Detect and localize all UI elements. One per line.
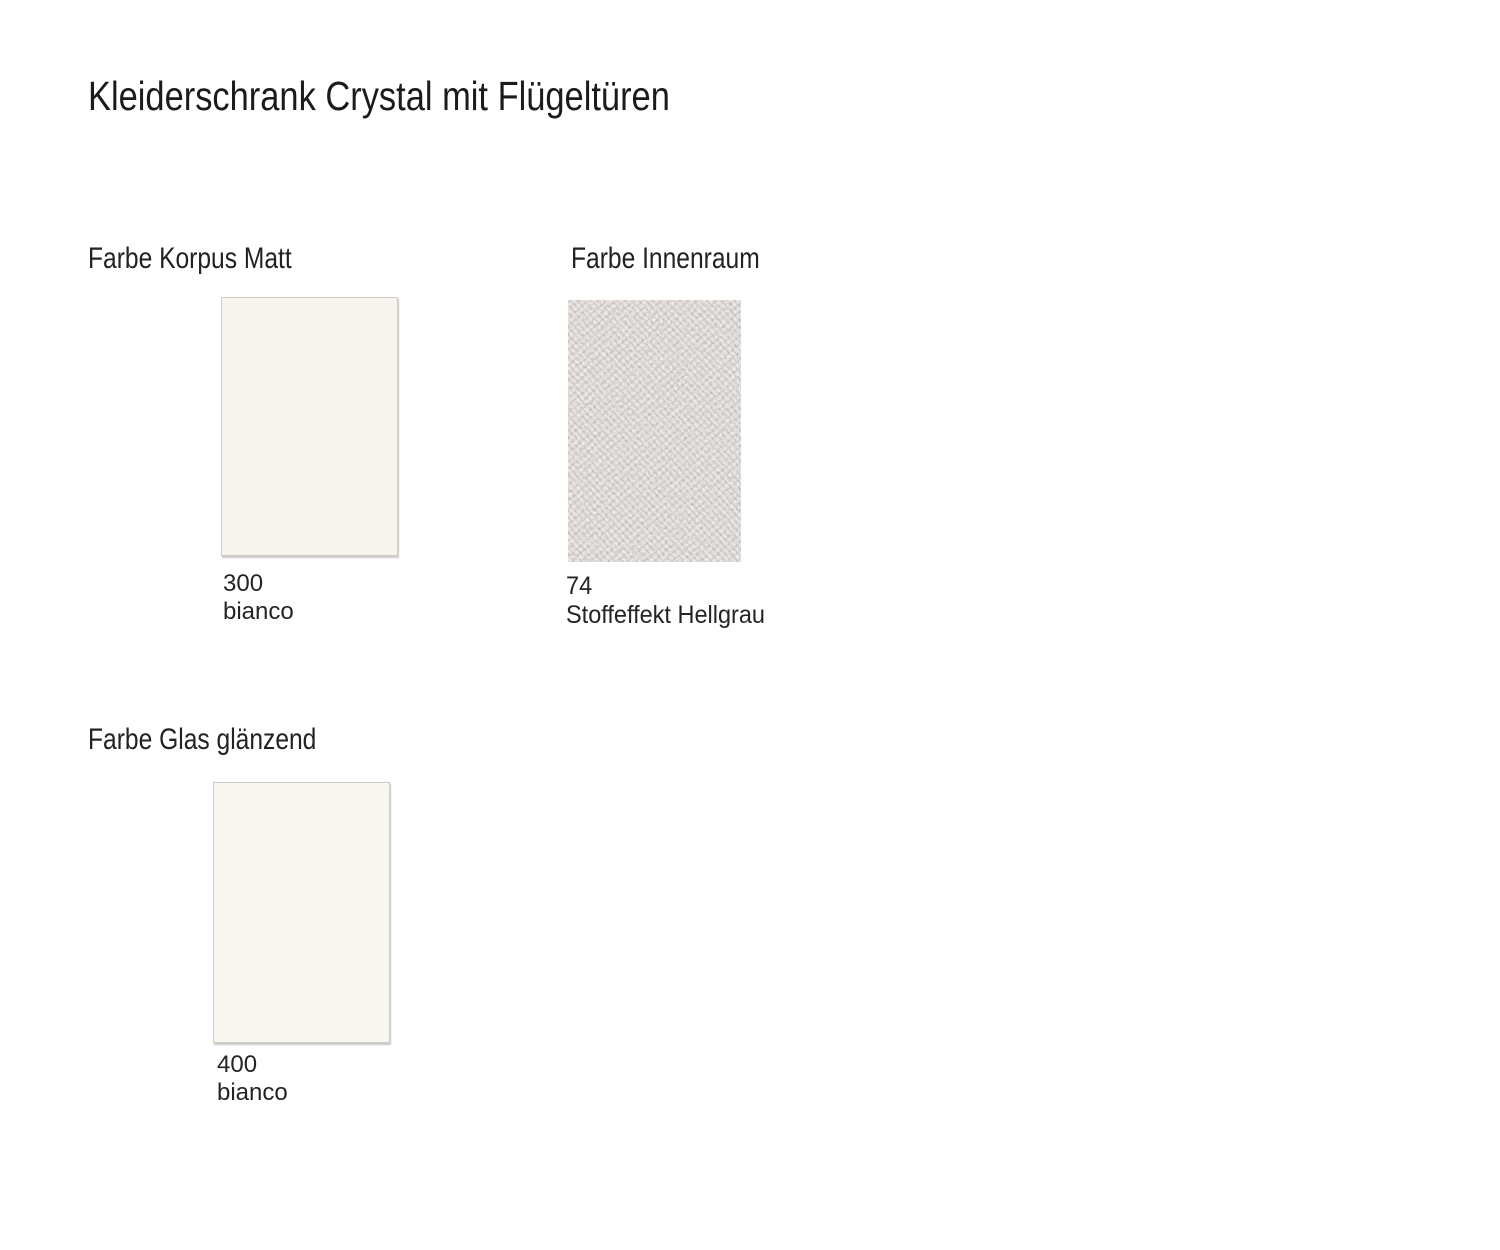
section-label-innenraum: Farbe Innenraum [571,242,760,275]
color-swatch-korpus-300-bianco [221,297,398,556]
swatch-name-korpus: bianco [223,598,294,625]
swatch-caption-glas [217,1051,288,1107]
swatch-caption-korpus [223,570,294,626]
swatch-name-innenraum: Stoffeffekt Hellgrau [566,601,766,629]
swatch-code-innenraum: 74 [566,572,593,600]
color-swatch-glas-400-bianco [213,782,390,1043]
page-title: Kleiderschrank Crystal mit Flügeltüren [88,73,670,119]
swatch-code-glas: 400 [217,1051,258,1078]
fabric-swatch-innenraum-74-stoffeffekt-hellgrau [568,300,741,562]
swatch-code-korpus: 300 [223,570,264,597]
swatch-name-glas: bianco [217,1079,288,1106]
swatch-caption-innenraum [566,572,765,630]
fabric-texture-graphic [568,300,741,562]
section-label-glas-glaenzend: Farbe Glas glänzend [88,723,317,756]
section-label-korpus-matt: Farbe Korpus Matt [88,242,292,275]
